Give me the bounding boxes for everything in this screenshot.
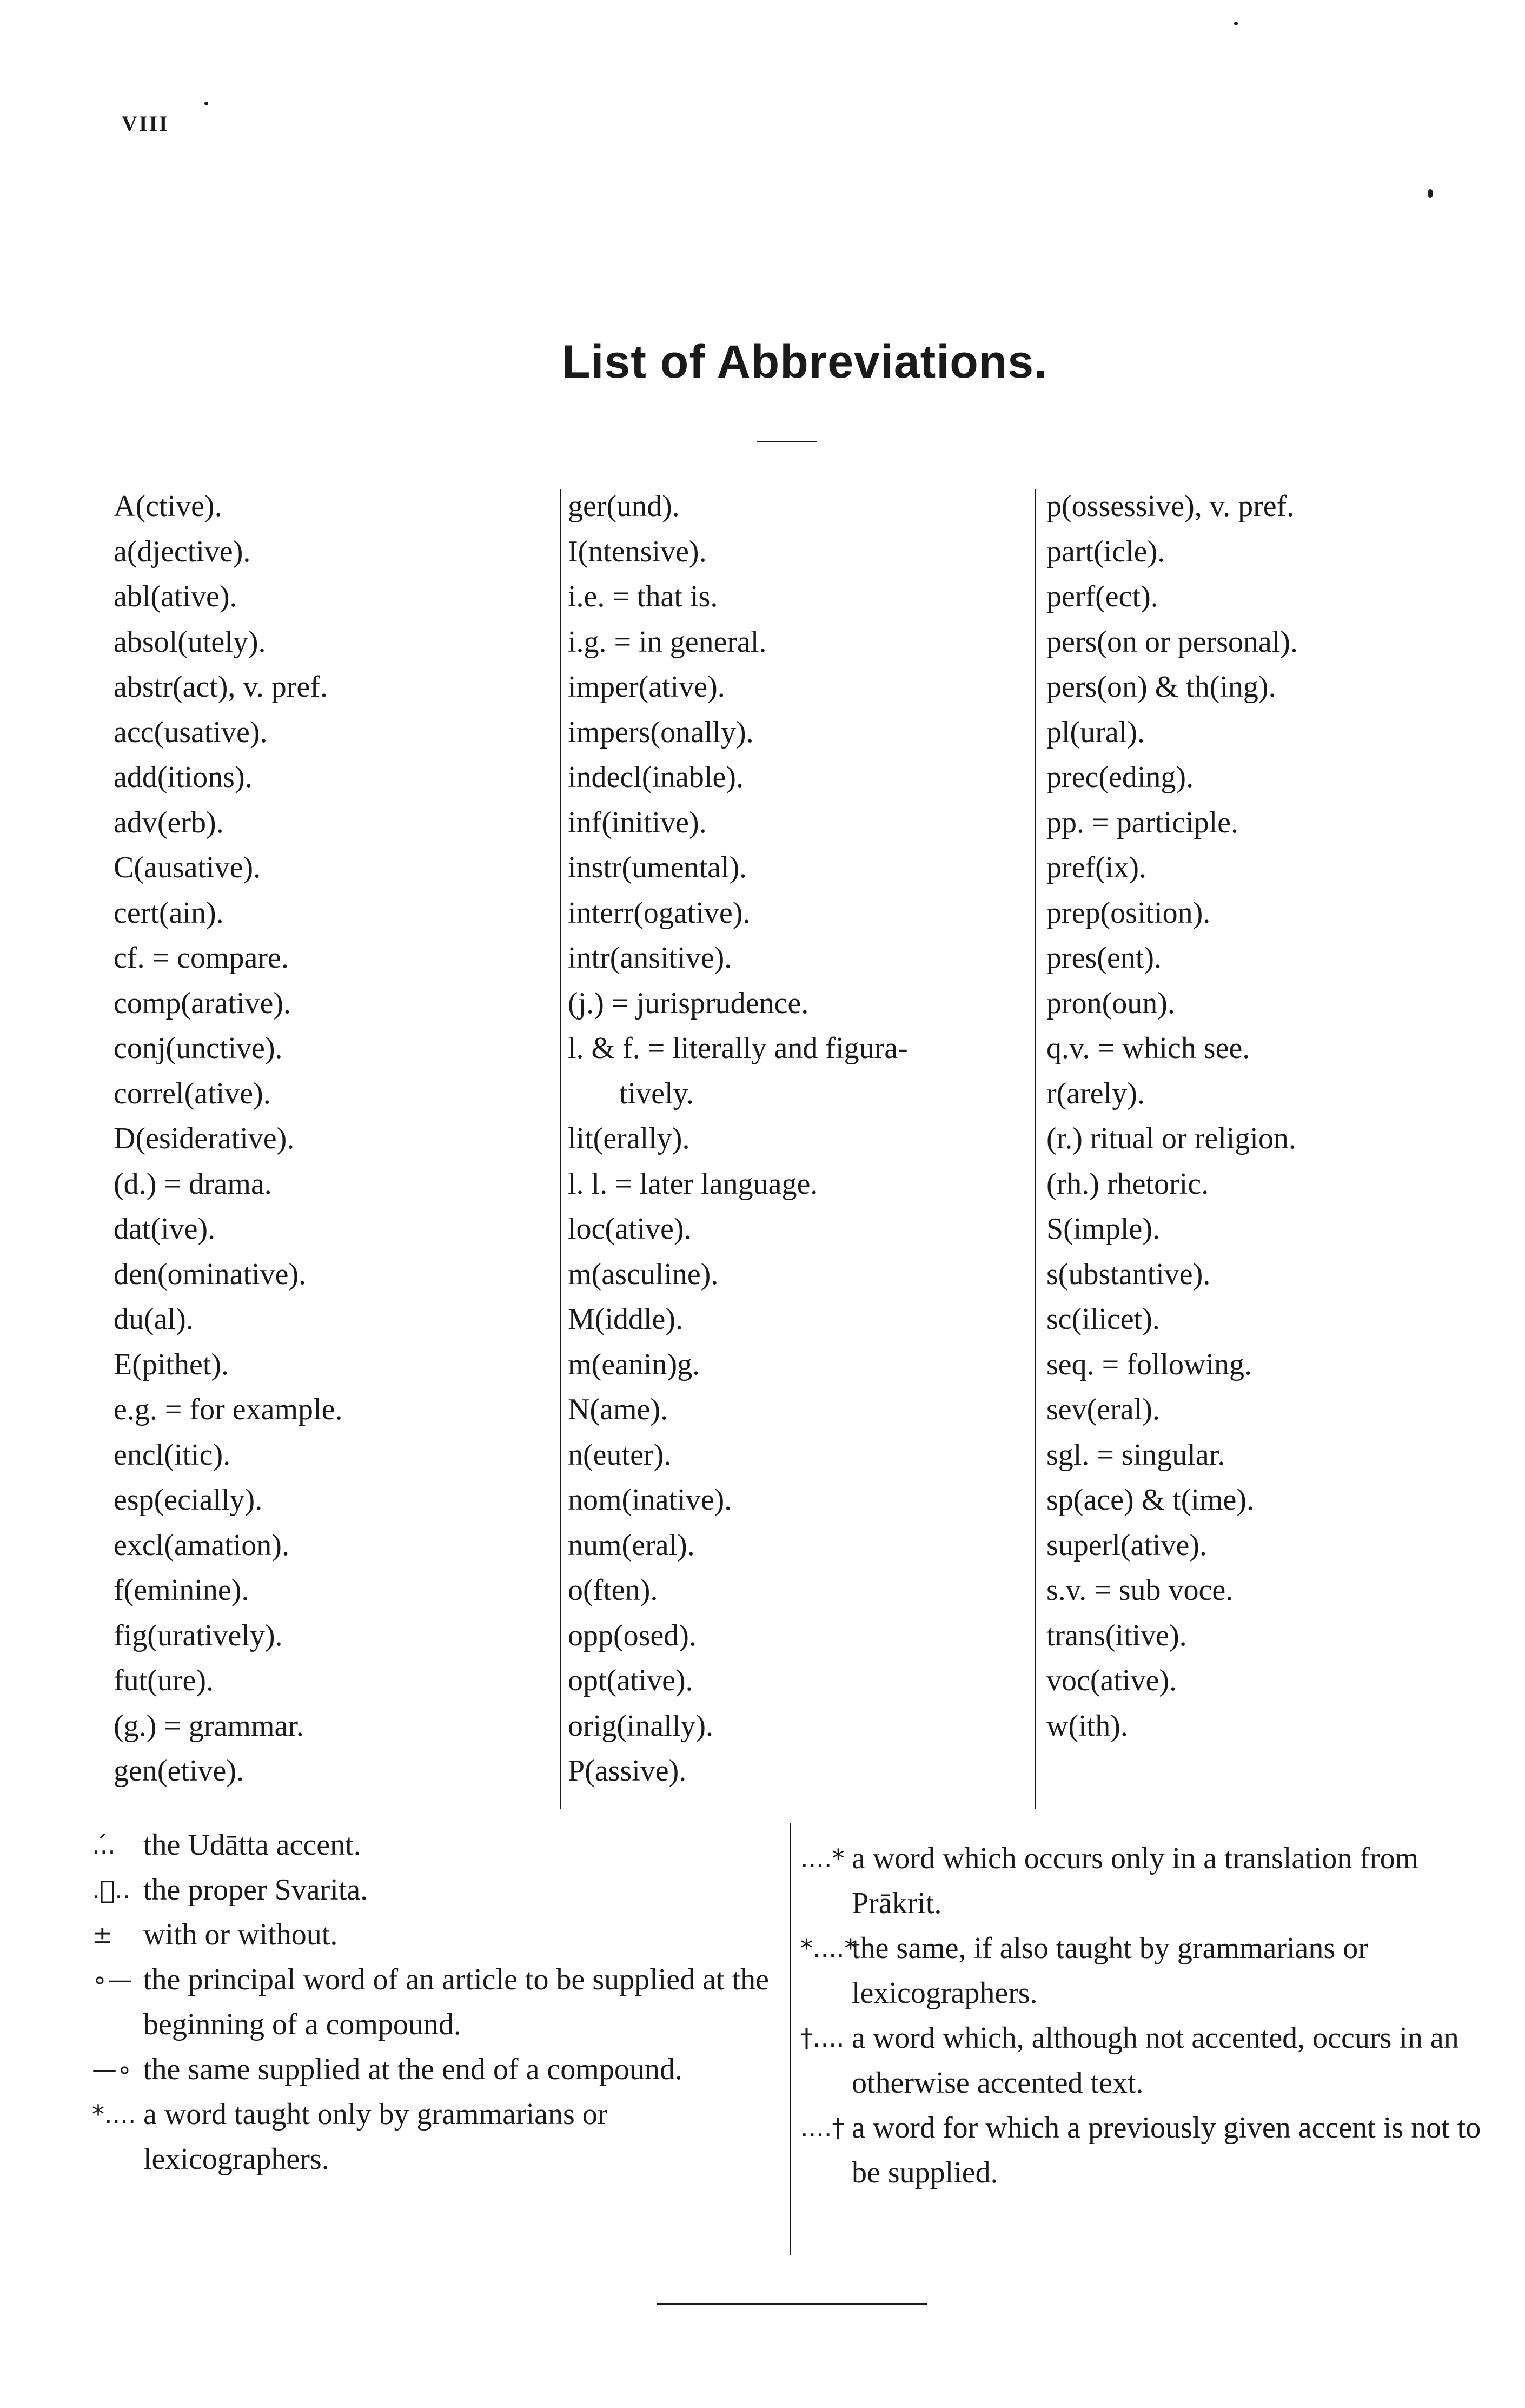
abbrev-entry: (g.) = grammar. [114, 1709, 304, 1743]
accent-symbol: *.... [92, 2100, 136, 2129]
abbrev-entry: s(ubstantive). [1046, 1257, 1211, 1291]
page-number: VIII [122, 111, 169, 136]
accent-note [92, 2092, 779, 2182]
abbrev-entry: w(ith). [1046, 1709, 1128, 1743]
abbrev-entry: cert(ain). [114, 896, 224, 930]
abbrev-entry: pl(ural). [1046, 715, 1145, 749]
abbrev-entry: abstr(act), v. pref. [114, 670, 328, 704]
abbrev-entry: abl(ative). [114, 580, 237, 613]
accent-note [800, 1836, 1498, 1926]
abbrev-entry: i.g. = in general. [568, 625, 767, 659]
print-speck [1428, 189, 1433, 198]
accent-note [800, 2016, 1498, 2106]
abbrev-entry: voc(ative). [1046, 1664, 1177, 1697]
abbrev-entry: a(djective). [114, 534, 251, 568]
abbrev-entry: (r.) ritual or religion. [1046, 1122, 1296, 1155]
abbrev-entry: n(euter). [568, 1438, 672, 1472]
abbrev-entry: excl(amation). [114, 1528, 289, 1562]
abbrev-entry: (rh.) rhetoric. [1046, 1167, 1209, 1201]
accent-note [92, 1957, 779, 2047]
abbrev-entry: o(ften). [568, 1573, 658, 1607]
abbrev-entry: esp(ecially). [114, 1483, 263, 1517]
accent-notes-left [92, 1823, 779, 2182]
footer-rule [657, 2303, 927, 2305]
abbrev-entry: e.g. = for example. [114, 1393, 343, 1426]
abbrev-entry: q.v. = which see. [1046, 1031, 1250, 1065]
abbrev-entry: pron(oun). [1046, 986, 1175, 1020]
abbrev-entry: instr(umental). [568, 851, 747, 884]
abbrev-entry: pp. = participle. [1046, 805, 1239, 839]
abbrev-entry: p(ossessive), v. pref. [1046, 489, 1295, 523]
accent-description: the same, if also taught by grammarians or lexicographers. [852, 1931, 1368, 2010]
abbrev-entry: fig(uratively). [114, 1618, 283, 1652]
abbrev-entry: nom(inative). [568, 1483, 732, 1517]
accent-description: a word taught only by grammarians or lexicographers. [143, 2098, 608, 2176]
accent-note [800, 1926, 1498, 2016]
abbrev-entry: orig(inally). [568, 1709, 714, 1743]
accent-note [800, 2106, 1498, 2195]
abbrev-column-1 [114, 484, 342, 1794]
accent-symbol: .᷍.. [92, 1875, 131, 1904]
accent-description: a word which occurs only in a translation from Prākrit. [852, 1842, 1419, 1920]
abbrev-entry: inf(initive). [568, 805, 707, 839]
accent-note [92, 1913, 779, 1957]
abbrev-entry: indecl(inable). [568, 760, 744, 794]
abbrev-entry: encl(itic). [114, 1438, 231, 1472]
accent-note [92, 1823, 779, 1868]
abbrev-entry: S(imple). [1046, 1212, 1160, 1246]
column-divider [1035, 489, 1036, 1809]
abbrev-entry: fut(ure). [114, 1664, 214, 1697]
accent-symbol: ∘— [92, 1965, 132, 1994]
abbrev-entry: tively. [619, 1076, 694, 1110]
abbrev-entry: loc(ative). [568, 1212, 692, 1246]
abbrev-entry: superl(ative). [1046, 1528, 1207, 1562]
abbrev-entry: pers(on) & th(ing). [1046, 670, 1276, 704]
abbrev-entry: C(ausative). [114, 851, 261, 884]
abbrev-entry: s.v. = sub voce. [1046, 1573, 1234, 1607]
abbrev-entry: conj(unctive). [114, 1031, 283, 1065]
abbrev-entry: l. & f. = literally and figura- [568, 1031, 908, 1065]
abbrev-entry: correl(ative). [114, 1076, 271, 1110]
accent-symbol: ..́. [92, 1830, 116, 1860]
accent-description: the Udātta accent. [143, 1828, 361, 1862]
abbrev-entry: opt(ative). [568, 1664, 693, 1697]
abbrev-entry: imper(ative). [568, 670, 725, 704]
notes-divider [790, 1823, 791, 2255]
abbrev-entry: N(ame). [568, 1393, 668, 1426]
abbrev-column-2 [568, 484, 908, 1794]
abbrev-entry: opp(osed). [568, 1618, 697, 1652]
abbrev-entry: sc(ilicet). [1046, 1302, 1160, 1336]
abbrev-entry: prec(eding). [1046, 760, 1194, 794]
accent-note [92, 1868, 779, 1913]
abbrev-entry: adv(erb). [114, 805, 224, 839]
abbrev-entry: sev(eral). [1046, 1393, 1160, 1426]
abbrev-entry: impers(onally). [568, 715, 754, 749]
abbrev-entry: acc(usative). [114, 715, 268, 749]
abbrev-entry: l. l. = later language. [568, 1167, 818, 1201]
abbrev-entry: interr(ogative). [568, 896, 751, 930]
page-title: List of Abbreviations. [562, 336, 1047, 388]
accent-description: the principal word of an article to be supplied at the beginning of a compound. [143, 1963, 769, 2041]
abbrev-entry: pres(ent). [1046, 941, 1162, 975]
abbrev-entry: lit(erally). [568, 1122, 690, 1155]
print-speck [1234, 22, 1238, 25]
column-divider [560, 489, 561, 1809]
abbrev-entry: pref(ix). [1046, 851, 1147, 884]
abbrev-entry: i.e. = that is. [568, 580, 718, 613]
abbrev-entry: absol(utely). [114, 625, 266, 659]
abbrev-entry: f(eminine). [114, 1573, 249, 1607]
abbrev-entry: A(ctive). [114, 489, 222, 523]
abbrev-column-3 [1046, 484, 1298, 1749]
abbrev-entry: intr(ansitive). [568, 941, 732, 975]
abbrev-entry: sgl. = singular. [1046, 1438, 1225, 1472]
abbrev-entry: den(ominative). [114, 1257, 307, 1291]
abbrev-entry: r(arely). [1046, 1076, 1145, 1110]
accent-symbol: ....* [800, 1844, 845, 1873]
accent-symbol: ....† [800, 2113, 845, 2142]
abbrev-entry: E(pithet). [114, 1347, 229, 1381]
abbrev-entry: num(eral). [568, 1528, 695, 1562]
abbrev-entry: comp(arative). [114, 986, 291, 1020]
abbrev-entry: trans(itive). [1046, 1618, 1187, 1652]
abbrev-entry: M(iddle). [568, 1302, 684, 1336]
abbrev-entry: P(assive). [568, 1754, 687, 1788]
abbrev-entry: D(esiderative). [114, 1122, 295, 1155]
abbrev-entry: sp(ace) & t(ime). [1046, 1483, 1255, 1517]
abbrev-entry: du(al). [114, 1302, 194, 1336]
abbrev-entry: (j.) = jurisprudence. [568, 986, 809, 1020]
accent-symbol: —∘ [92, 2055, 132, 2084]
abbrev-entry: seq. = following. [1046, 1347, 1252, 1381]
abbrev-entry: pers(on or personal). [1046, 625, 1298, 659]
accent-symbol: ± [92, 1920, 113, 1949]
print-speck [204, 102, 208, 105]
accent-symbol: *....* [800, 1934, 857, 1963]
abbrev-entry: dat(ive). [114, 1212, 216, 1246]
accent-description: a word for which a previously given accent is not to be supplied. [852, 2111, 1481, 2189]
accent-description: a word which, although not accented, occurs in an otherwise accented text. [852, 2021, 1459, 2100]
abbrev-entry: gen(etive). [114, 1754, 244, 1788]
abbrev-entry: part(icle). [1046, 534, 1165, 568]
abbrev-entry: (d.) = drama. [114, 1167, 272, 1201]
abbrev-entry: m(eanin)g. [568, 1347, 700, 1381]
accent-note [92, 2047, 779, 2092]
abbrev-entry: add(itions). [114, 760, 253, 794]
abbrev-entry: prep(osition). [1046, 896, 1211, 930]
abbrev-entry: perf(ect). [1046, 580, 1158, 613]
abbrev-entry: ger(und). [568, 489, 680, 523]
accent-notes-right [800, 1836, 1498, 2195]
accent-description: the same supplied at the end of a compound. [143, 2053, 682, 2086]
abbrev-entry: I(ntensive). [568, 534, 707, 568]
accent-symbol: †.... [800, 2023, 845, 2053]
abbrev-entry: cf. = compare. [114, 941, 289, 975]
accent-description: the proper Svarita. [143, 1873, 368, 1907]
title-divider [757, 441, 817, 442]
abbrev-entry: m(asculine). [568, 1257, 719, 1291]
accent-description: with or without. [143, 1918, 338, 1951]
